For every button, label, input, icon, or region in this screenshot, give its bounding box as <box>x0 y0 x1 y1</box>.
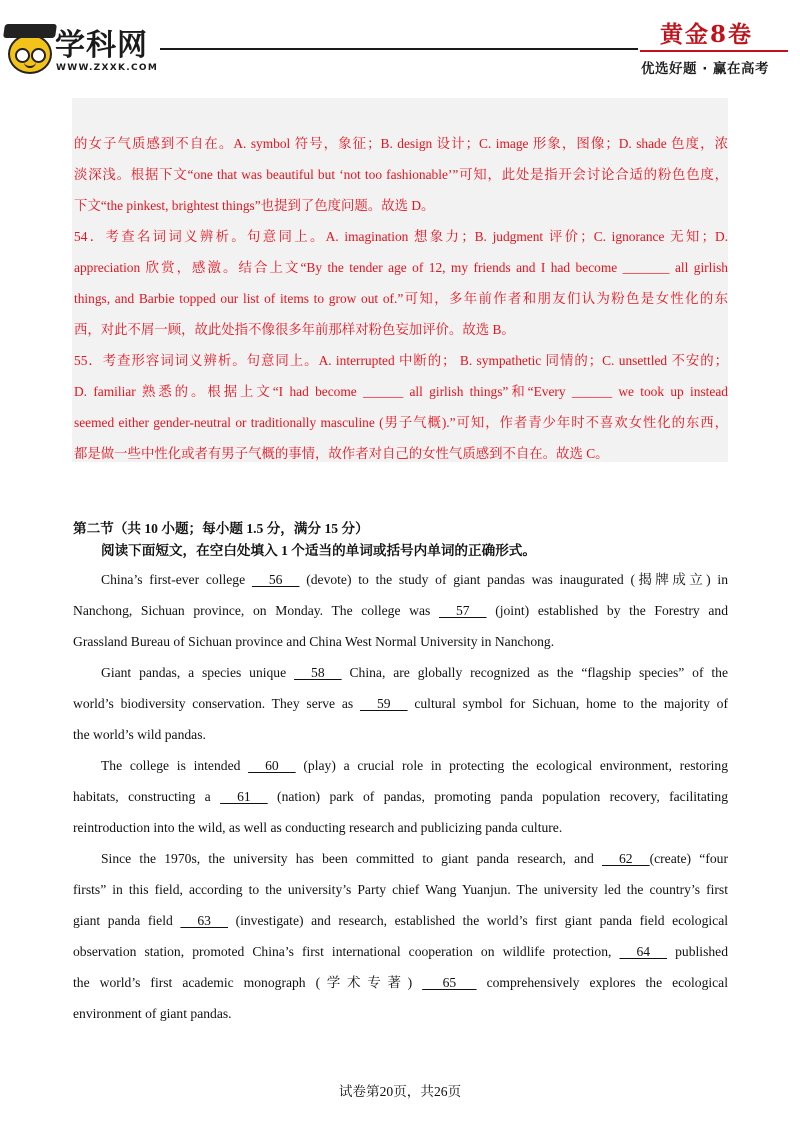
passage-text: observation station, promoted China’s first international cooperation on wildlife protection, <box>73 944 620 959</box>
answer-line: 55．考查形容词词义辨析。句意同上。A. interrupted 中断的； B. sympathetic 同情的；C. unsettled 不安的； <box>74 353 728 368</box>
answer-line: 54．考查名词词义辨析。句意同上。A. imagination 想象力；B. judgment 评价；C. ignorance 无知；D. <box>74 229 728 244</box>
logo-url: WWW.ZXXK.COM <box>56 63 159 73</box>
passage-line <box>73 781 728 812</box>
logo-text: 学科网 <box>55 28 148 63</box>
answer-line: things, and Barbie topped our list of items to grow out of.”可知，多年前作者和朋友们认为粉色是女性化的东 <box>74 291 728 306</box>
passage-text: (create) “four <box>649 851 728 866</box>
answer-explanation-box <box>72 98 728 462</box>
passage-text: cultural symbol for Sichuan, home to the majority of <box>407 696 728 711</box>
logo-mascot-icon <box>8 34 52 74</box>
passage-text: giant panda field <box>73 913 181 928</box>
reading-passage <box>73 564 728 1029</box>
passage-text: world’s biodiversity conservation. They serve as <box>73 696 360 711</box>
passage-text: Nanchong, Sichuan province, on Monday. The college was <box>73 603 439 618</box>
answer-line: 淡深浅。根据下文“one that was beautiful but ‘not too fashionable’”可知，此处是指开会讨论合适的粉色色度， <box>74 167 728 182</box>
passage-line <box>73 564 728 595</box>
answer-lines <box>74 128 736 469</box>
passage-text: Giant pandas, a species unique <box>101 665 295 680</box>
passage-text: China’s first-ever college <box>101 572 252 587</box>
section-title: 第二节（共 10 小题；每小题 1.5 分，满分 15 分） <box>73 521 369 536</box>
badge-divider <box>640 50 788 52</box>
passage-line <box>73 657 728 688</box>
answer-blank: 56 <box>251 572 300 587</box>
answer-line: appreciation 欣赏，感激。结合上文“By the tender age of 12, my friends and I had become _______ all girlish <box>74 260 728 275</box>
passage-text: The college is intended <box>101 758 249 773</box>
passage-text: China, are globally recognized as the “flagship species” of the <box>341 665 728 680</box>
answer-line: D. familiar 熟悉的。根据上文“I had become ______ all girlish things”和“Every ______ we took up instead <box>74 384 728 399</box>
section-instruction: 阅读下面短文，在空白处填入 1 个适当的单词或括号内单词的正确形式。 <box>101 543 536 558</box>
passage-line <box>73 936 728 967</box>
badge-title: 黄金8卷 <box>660 21 754 48</box>
passage-line <box>73 905 728 936</box>
passage-line <box>73 843 728 874</box>
answer-blank: 57 <box>438 603 487 618</box>
passage-line <box>73 967 728 998</box>
passage-text: Since the 1970s, the university has been committed to giant panda research, and <box>101 851 603 866</box>
passage-line <box>73 719 728 750</box>
answer-line: 的女子气质感到不自在。A. symbol 符号，象征；B. design 设计；C. image 形象，图像；D. shade 色度，浓 <box>74 136 728 151</box>
passage-line <box>73 998 728 1029</box>
answer-blank: 65 <box>422 975 477 990</box>
passage-text: the world’s first academic monograph (学术专著) <box>73 975 423 990</box>
passage-text: comprehensively explores the ecological <box>476 975 728 990</box>
passage-line <box>73 688 728 719</box>
passage-text: (play) a crucial role in protecting the ecological environment, restoring <box>295 758 728 773</box>
answer-blank: 62 <box>602 851 650 866</box>
answer-blank: 61 <box>220 789 268 804</box>
passage-text: (devote) to the study of giant pandas was inaugurated (揭牌成立) in <box>299 572 729 587</box>
passage-line <box>73 750 728 781</box>
answer-line: 下文“the pinkest, brightest things”也提到了色度问题。故选 D。 <box>74 198 435 213</box>
passage-text: habitats, constructing a <box>73 789 221 804</box>
passage-text: Grassland Bureau of Sichuan province and China West Normal University in Nanchong. <box>73 634 555 649</box>
passage-line <box>73 874 728 905</box>
passage-text: (nation) park of pandas, promoting panda population recovery, facilitating <box>267 789 728 804</box>
passage-text: reintroduction into the wild, as well as conducting research and publicizing panda culture. <box>73 820 563 835</box>
page-header <box>0 0 800 90</box>
answer-line: 都是做一些中性化或者有男子气概的事情，故作者对自己的女性气质感到不自在。故选 C。 <box>74 446 609 461</box>
passage-text: published <box>667 944 728 959</box>
answer-blank: 63 <box>180 913 228 928</box>
section-two <box>73 518 728 1029</box>
answer-blank: 59 <box>359 696 408 711</box>
passage-line <box>73 595 728 626</box>
answer-line: seemed either gender-neutral or traditionally masculine (男子气概).”可知，作者青少年时不喜欢女性化的东西， <box>74 415 728 430</box>
answer-blank: 64 <box>619 944 668 959</box>
passage-text: firsts” in this field, according to the university’s Party chief Wang Yuanjun. The university led the country’s first <box>73 882 728 897</box>
passage-text: the world’s wild pandas. <box>73 727 206 742</box>
badge-slogan: 优选好题 · 赢在高考 <box>641 61 770 77</box>
passage-line <box>73 626 728 657</box>
passage-line <box>73 812 728 843</box>
passage-text: (investigate) and research, established the world’s first giant panda field ecological <box>227 913 729 928</box>
answer-blank: 60 <box>248 758 296 773</box>
page-footer: 试卷第20页，共26页 <box>338 1084 462 1099</box>
answer-blank: 58 <box>294 665 342 680</box>
passage-text: (joint) established by the Forestry and <box>486 603 728 618</box>
answer-line: 西，对此不屑一顾，故此处指不像很多年前那样对粉色妄加评价。故选 B。 <box>74 322 515 337</box>
passage-text: environment of giant pandas. <box>73 1006 232 1021</box>
header-divider <box>160 48 638 50</box>
